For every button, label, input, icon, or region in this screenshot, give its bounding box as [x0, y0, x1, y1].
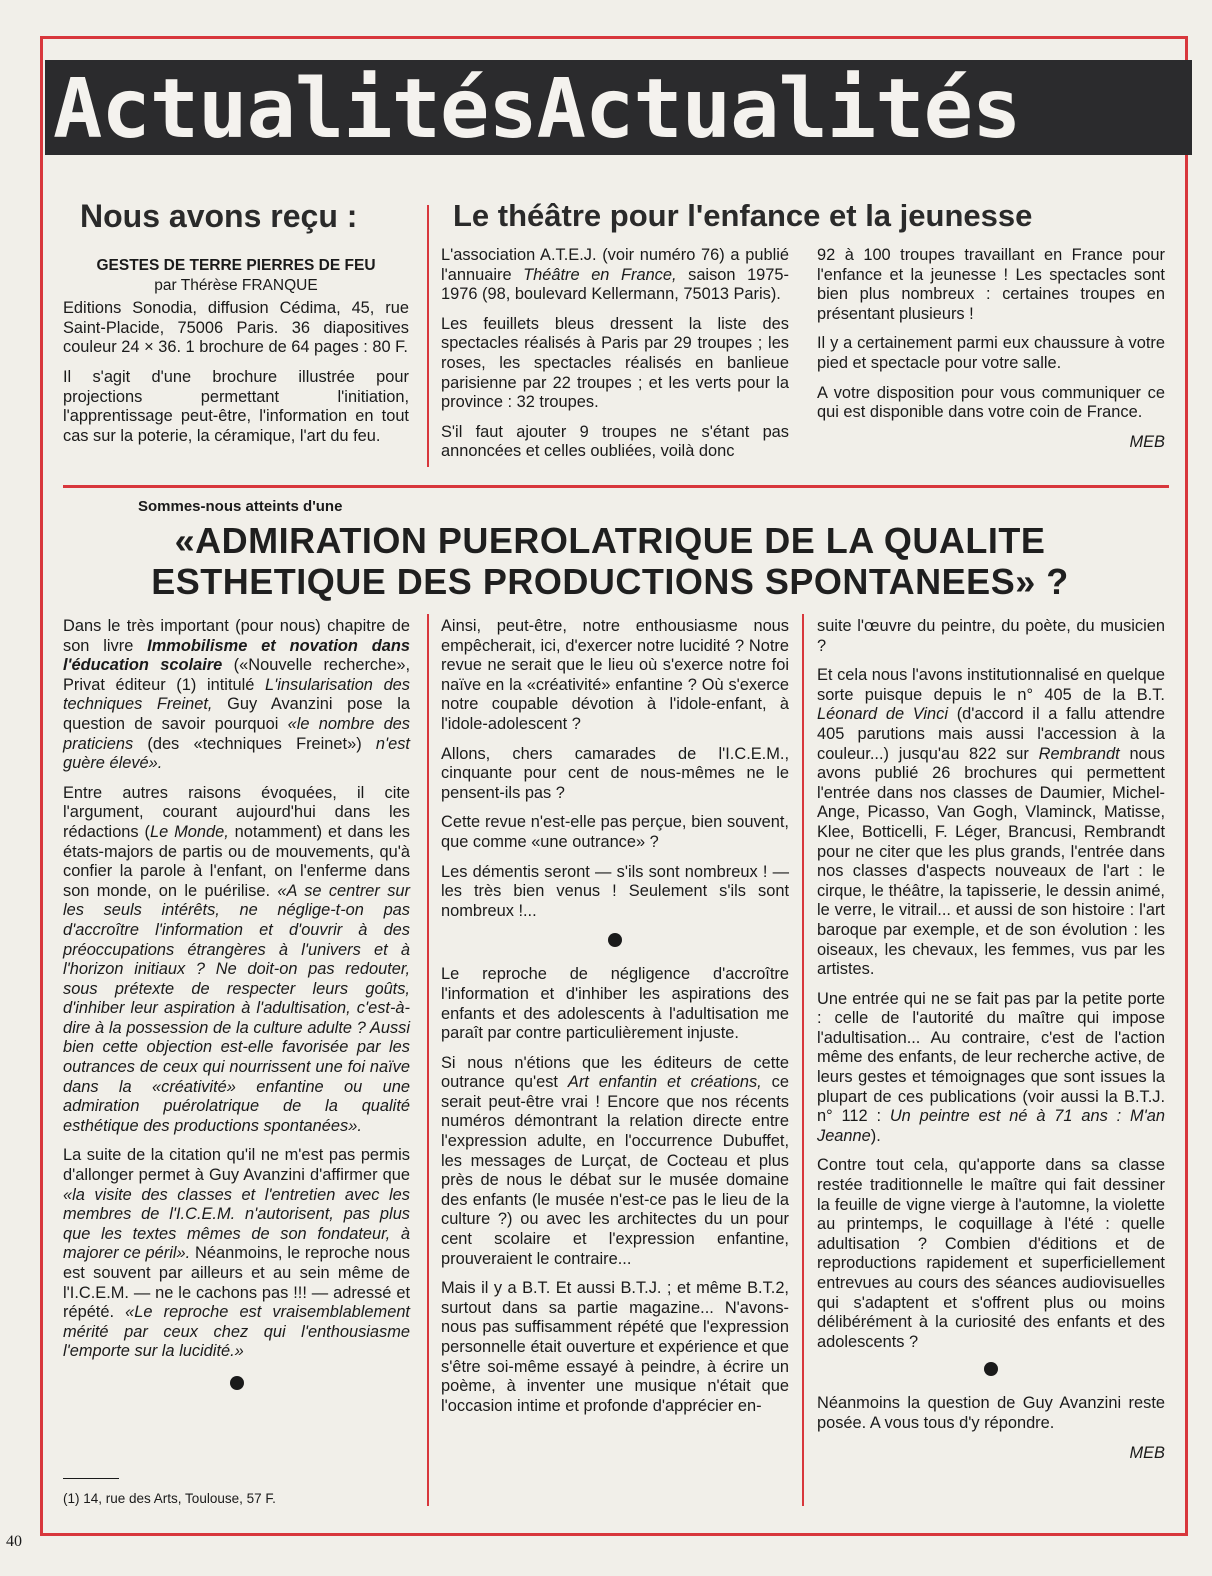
article-c2-p5: Le reproche de négligence d'accroître l'information et d'inhiber les aspirations des enfants et des adolescents à l'adultisation me paraît par contre particulièrement injuste.	[441, 965, 789, 1043]
article-c3-p3: Une entrée qui ne se fait pas par la petite porte : celle de l'autorité du maître qui impose l'adultisation... Au contraire, c'est de l'action même des enfants, de leur recherche active, de leurs gestes et témoignages que sont issues la plupart de ces publications (voir aussi la B.T.J. n° 112 : Un peintre est né à 71 ans : M'an Jeanne).	[817, 989, 1165, 1145]
recu-heading: Nous avons reçu :	[80, 198, 358, 234]
article-c3-p5: Néanmoins la question de Guy Avanzini reste posée. A vous tous d'y répondre.	[817, 1394, 1165, 1432]
article-column-3	[817, 617, 1165, 1463]
article-c1-p1: Dans le très important (pour nous) chapitre de son livre Immobilisme et novation dans l'éducation scolaire («Nouvelle recherche», Privat éditeur (1) intitulé L'insularisation des techniques Freinet, Guy Avanzini pose la question de savoir pourquoi «le nombre des praticiens (des «techniques Freinet») n'est guère élevé».	[63, 617, 411, 773]
bullet-separator	[608, 933, 622, 947]
top-divider	[427, 205, 429, 467]
article-c2-p6: Si nous n'étions que les éditeurs de cette outrance qu'est Art enfantin et créations, ce serait peut-être vrai ! Encore que nos récents numéros démontrant la relation directe entre l'expression adulte, en l'occurrence Dubuffet, les messages de Lurçat, de Cocteau et plus près de nous le débat sur le musée domaine des enfants (le musée n'est-ce pas le lieu de la culture ?) ou avec les architectes du un pour cent scolaire et l'expression enfantine, prouveraient le contraire...	[441, 1053, 789, 1268]
article-c2-p4: Les démentis seront — s'ils sont nombreux ! — les très bien venus ! Seulement s'ils sont nombreux !...	[441, 862, 789, 920]
article-c2-p1: Ainsi, peut-être, notre enthousiasme nous empêcherait, ici, d'exercer notre lucidité ? Notre revue ne serait que le lieu où s'exerce notre foi naïve en la «créativité» enfantine ? Où s'exerce notre coupable dévotion à l'idole-enfant, à l'idole-adolescent ?	[441, 617, 789, 733]
footnote-text: (1) 14, rue des Arts, Toulouse, 57 F.	[63, 1491, 276, 1506]
book-title: GESTES DE TERRE PIERRES DE FEU	[96, 257, 376, 274]
section-divider	[63, 485, 1169, 488]
bullet-separator	[230, 1376, 244, 1390]
section-banner	[45, 60, 1192, 155]
book-author: par Thérèse FRANQUE	[154, 276, 318, 294]
article-column-1	[63, 617, 410, 1408]
article-headline	[60, 520, 1160, 602]
theatre-signature: MEB	[1129, 432, 1165, 451]
book-description: Il s'agit d'une brochure illustrée pour projections permettant l'initiation, l'apprentissage peut-être, l'information en tout cas sur la poterie, la céramique, l'art du feu.	[63, 367, 409, 445]
footnote-rule	[63, 1478, 119, 1479]
theatre-p1: L'association A.T.E.J. (voir numéro 76) a publié l'annuaire Théâtre en France, saison 1975-1976 (98, boulevard Kellermann, 75013 Paris).	[441, 246, 789, 304]
article-signature: MEB	[1129, 1443, 1165, 1462]
page-number: 40	[6, 1533, 22, 1550]
article-c1-p3: La suite de la citation qu'il ne m'est pas permis d'allonger permet à Guy Avanzini d'affirmer que «la visite des classes et l'entretien avec les membres de l'I.C.E.M. n'autorisent, pas plus que les textes mêmes de son fondateur, à majorer ce péril». Néanmoins, le reproche nous est souvent par ailleurs et au sein même de l'I.C.E.M. — ne le cachons pas !!! — adressé et répété. «Le reproche est vraisemblablement mérité par ceux chez qui l'enthousiasme l'emporte sur la lucidité.»	[63, 1146, 410, 1361]
article-c1-p2: Entre autres raisons évoquées, il cite l'argument, courant aujourd'hui dans les rédactions (Le Monde, notamment) et dans les états-majors de partis ou de mouvements, qu'à confier la parole à l'enfant, on l'enferme dans son monde, on le puérilise. «A se centrer sur les seuls intérêts, ne néglige-t-on pas d'accroître l'information et d'ouvrir à des préoccupations étrangères à l'univers et à l'horizon initiaux ? Ne doit-on pas redouter, sous prétexte de respecter leurs goûts, d'inhiber leur aspiration à l'adultisation, c'est-à-dire à la possession de la culture adulte ? Aussi bien cette objection est-elle favorisée par les outrances de ceux qui nourrissent une foi naïve dans la «créativité» enfantine ou une admiration puérolatrique de la qualité esthétique des productions spontanées».	[63, 783, 410, 1135]
theatre-p6: A votre disposition pour vous communiquer ce qui est disponible dans votre coin de France.	[817, 383, 1165, 422]
theatre-p2: Les feuillets bleus dressent la liste des spectacles réalisés à Paris par 29 troupes ; les roses, les spectacles réalisés en banlieue parisienne par 22 troupes ; et les verts pour la province : 32 troupes.	[441, 314, 789, 412]
book-publisher: Editions Sonodia, diffusion Cédima, 45, rue Saint-Placide, 75006 Paris. 36 diapositives couleur 24 × 36. 1 brochure de 64 pages : 80 F.	[63, 299, 409, 357]
article-kicker: Sommes-nous atteints d'une	[138, 498, 343, 515]
article-c2-p7: Mais il y a B.T. Et aussi B.T.J. ; et même B.T.2, surtout dans sa partie magazine... N'avons-nous pas suffisamment répété que l'expression personnelle était ouverture et expérience et que s'être soi-même essayé à peindre, à écrire un poème, à inventer une musique n'était que l'occasion intime et profonde d'apprécier en-	[441, 1279, 789, 1415]
footnote	[63, 1478, 423, 1506]
recu-column	[63, 256, 409, 456]
headline-line-2: ESTHETIQUE DES PRODUCTIONS SPONTANEES» ?	[151, 561, 1069, 602]
theatre-p5: Il y a certainement parmi eux chaussure à votre pied et spectacle pour votre salle.	[817, 334, 1165, 372]
headline-line-1: «ADMIRATION PUEROLATRIQUE DE LA QUALITE	[174, 520, 1046, 561]
theatre-column-1	[441, 246, 789, 472]
article-c3-p4: Contre tout cela, qu'apporte dans sa classe restée traditionnelle le maître qui fait dessiner la feuille de vigne vierge à l'automne, la violette au printemps, le coquillage à l'été : quelle adultisation ? Combien d'éditions et de reproductions rapidement et superficiellement entrevues au cours des séances audiovisuelles qui s'adaptent et s'offrent plus ou moins délibérément à la curiosité des enfants et des adolescents ?	[817, 1156, 1165, 1351]
article-divider-2	[802, 614, 804, 1506]
theatre-heading: Le théâtre pour l'enfance et la jeunesse	[453, 198, 1033, 233]
theatre-p3: S'il faut ajouter 9 troupes ne s'étant pas annoncées et celles oubliées, voilà donc	[441, 422, 789, 461]
bullet-separator	[984, 1362, 998, 1376]
banner-title: ActualitésActualités	[53, 62, 1021, 155]
article-c3-p2: Et cela nous l'avons institutionnalisé en quelque sorte puisque depuis le n° 405 de la B.T. Léonard de Vinci (d'accord il a fallu attendre 405 parutions mais aussi l'accession à la couleur...) jusqu'au 822 sur Rembrandt nous avons publié 26 brochures qui permettent l'entrée dans nos classes de Daumier, Michel-Ange, Picasso, Van Gogh, Vlaminck, Matisse, Klee, Botticelli, F. Léger, Brancusi, Rembrandt pour ne citer que les plus grands, l'entrée dans nos classes d'aspects nouveaux de l'art : le cirque, le théâtre, la tapisserie, le dessin animé, le verre, le vitrail... et aussi de son histoire : l'art baroque par exemple, et de son évolution : les oiseaux, les chevaux, les femmes, vus par les artistes.	[817, 666, 1165, 979]
article-divider-1	[427, 614, 429, 1506]
theatre-column-2	[817, 246, 1165, 452]
article-c2-p3: Cette revue n'est-elle pas perçue, bien souvent, que comme «une outrance» ?	[441, 813, 789, 851]
article-column-2	[441, 617, 789, 1426]
theatre-p4: 92 à 100 troupes travaillant en France pour l'enfance et la jeunesse ! Les spectacles sont bien plus nombreux : certaines troupes en présentant plusieurs !	[817, 246, 1165, 323]
article-c3-p1: suite l'œuvre du peintre, du poète, du musicien ?	[817, 617, 1165, 655]
article-c2-p2: Allons, chers camarades de l'I.C.E.M., cinquante pour cent de nous-mêmes ne le pensent-ils pas ?	[441, 744, 789, 802]
